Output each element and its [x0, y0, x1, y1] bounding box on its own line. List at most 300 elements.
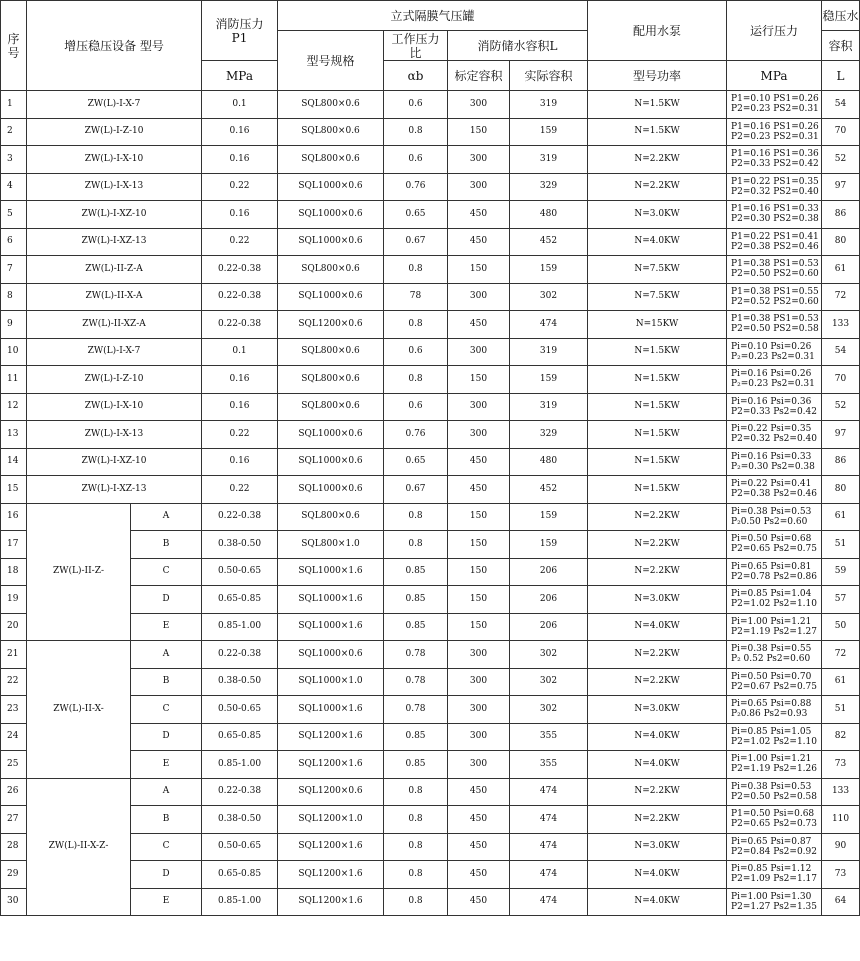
stab-volume-cell: 50	[822, 613, 860, 641]
fire-pressure-cell: 0.22-0.38	[202, 503, 278, 531]
actual-volume-cell: 159	[510, 503, 588, 531]
work-ratio-cell: 0.8	[384, 503, 448, 531]
table-row	[1, 146, 860, 174]
fire-pressure-cell: 0.16	[202, 118, 278, 146]
run-pressure-cell	[727, 503, 822, 531]
pump-power-cell: N=1.5KW	[588, 91, 727, 119]
work-ratio-unit: αb	[384, 61, 448, 91]
storage-header: 消防储水容积L	[448, 31, 588, 61]
row-number: 22	[1, 668, 27, 696]
fire-pressure-cell: 0.85-1.00	[202, 751, 278, 779]
run-pressure-cell	[727, 201, 822, 229]
actual-volume-cell: 355	[510, 723, 588, 751]
pump-power-cell: N=4.0KW	[588, 751, 727, 779]
work-ratio-header: 工作压力 比	[384, 31, 448, 61]
pump-power-cell: N=3.0KW	[588, 696, 727, 724]
actual-volume-cell: 159	[510, 118, 588, 146]
work-ratio-cell: 0.6	[384, 91, 448, 119]
row-number: 29	[1, 861, 27, 889]
run-pressure-line-2: P₂0.50 Ps2=0.60	[731, 516, 808, 527]
variant-letter-cell: B	[131, 806, 202, 834]
run-pressure-cell	[727, 146, 822, 174]
equipment-model-cell: ZW(L)-I-X-7	[27, 91, 202, 119]
pump-power-cell: N=2.2KW	[588, 531, 727, 559]
run-pressure-line-1: Pi=0.50 Psi=0.70	[731, 671, 812, 682]
rated-volume-cell: 300	[448, 723, 510, 751]
tank-model-cell: SQL800×0.6	[278, 118, 384, 146]
actual-volume-cell: 474	[510, 778, 588, 806]
tank-model-cell: SQL1000×0.6	[278, 228, 384, 256]
row-number: 30	[1, 888, 27, 916]
rated-volume-cell: 300	[448, 751, 510, 779]
work-ratio-cell: 0.78	[384, 668, 448, 696]
table-header	[1, 1, 860, 91]
work-ratio-cell: 0.8	[384, 778, 448, 806]
tank-model-cell: SQL1000×0.6	[278, 201, 384, 229]
tank-model-cell: SQL1000×1.6	[278, 558, 384, 586]
tank-model-cell: SQL800×0.6	[278, 91, 384, 119]
stab-volume-cell: 73	[822, 751, 860, 779]
run-pressure-line-2: P2=0.32 PS2=0.40	[731, 186, 819, 197]
table-row	[1, 421, 860, 449]
row-number: 28	[1, 833, 27, 861]
run-pressure-cell	[727, 861, 822, 889]
stab-volume-cell: 86	[822, 201, 860, 229]
stab-volume-cell: 72	[822, 283, 860, 311]
pump-power-cell: N=2.2KW	[588, 503, 727, 531]
run-pressure-cell	[727, 256, 822, 284]
run-pressure-line-1: Pi=0.38 Psi=0.55	[731, 644, 812, 655]
run-pressure-line-1: Pi=0.85 Psi=1.05	[731, 726, 812, 737]
pump-power-cell: N=7.5KW	[588, 283, 727, 311]
table-row	[1, 641, 860, 669]
actual-volume-cell: 329	[510, 421, 588, 449]
stab-volume-cell: 110	[822, 806, 860, 834]
equipment-model-cell: ZW(L)-II-X-A	[27, 283, 202, 311]
pump-power-cell: N=3.0KW	[588, 833, 727, 861]
run-pressure-cell	[727, 723, 822, 751]
row-number: 8	[1, 283, 27, 311]
fire-pressure-cell: 0.85-1.00	[202, 613, 278, 641]
row-number: 16	[1, 503, 27, 531]
tank-model-cell: SQL1000×1.6	[278, 586, 384, 614]
equipment-model-cell: ZW(L)-I-XZ-10	[27, 201, 202, 229]
fire-pressure-cell: 0.65-0.85	[202, 723, 278, 751]
run-pressure-cell	[727, 421, 822, 449]
run-pressure-line-1: Pi=0.65 Psi=0.87	[731, 836, 812, 847]
rated-volume-cell: 150	[448, 586, 510, 614]
run-pressure-cell	[727, 448, 822, 476]
fire-pressure-cell: 0.38-0.50	[202, 668, 278, 696]
equipment-model-cell: ZW(L)-I-Z-10	[27, 118, 202, 146]
fire-pressure-cell: 0.50-0.65	[202, 558, 278, 586]
row-number: 11	[1, 366, 27, 394]
actual-volume-cell: 355	[510, 751, 588, 779]
run-pressure-line-2: P2=0.23 PS2=0.31	[731, 104, 819, 115]
run-pressure-line-2: P2=0.50 PS2=0.60	[731, 269, 819, 280]
rated-volume-cell: 150	[448, 558, 510, 586]
fire-pressure-cell: 0.22	[202, 421, 278, 449]
rated-volume-cell: 450	[448, 476, 510, 504]
run-pressure-line-2: P2=0.30 PS2=0.38	[731, 214, 819, 225]
stab-volume-cell: 61	[822, 668, 860, 696]
run-pressure-line-1: Pi=0.85 Psi=1.12	[731, 864, 812, 875]
run-pressure-line-1: Pi=1.00 Psi=1.30	[731, 891, 812, 902]
run-pressure-line-2: P2=0.65 Ps2=0.73	[731, 819, 817, 830]
row-number: 2	[1, 118, 27, 146]
work-ratio-cell: 0.65	[384, 448, 448, 476]
run-pressure-line-1: P1=0.38 PS1=0.53	[731, 259, 819, 270]
run-pressure-line-1: Pi=0.10 Psi=0.26	[731, 341, 812, 352]
work-ratio-cell: 0.85	[384, 751, 448, 779]
run-pressure-line-1: P1=0.16 PS1=0.26	[731, 121, 819, 132]
run-pressure-line-1: P1=0.22 PS1=0.35	[731, 176, 819, 187]
tank-model-cell: SQL800×0.6	[278, 146, 384, 174]
work-ratio-cell: 0.85	[384, 586, 448, 614]
table-row	[1, 91, 860, 119]
pump-power-cell: N=1.5KW	[588, 118, 727, 146]
pump-power-cell: N=4.0KW	[588, 228, 727, 256]
rated-volume-cell: 450	[448, 806, 510, 834]
tank-model-header: 型号规格	[278, 31, 384, 91]
run-pressure-line-1: P1=0.38 PS1=0.53	[731, 314, 819, 325]
run-pressure-cell	[727, 888, 822, 916]
fire-pressure-unit: MPa	[202, 61, 278, 91]
row-number: 4	[1, 173, 27, 201]
pump-power-cell: N=3.0KW	[588, 201, 727, 229]
run-pressure-cell	[727, 283, 822, 311]
run-pressure-cell	[727, 393, 822, 421]
tank-model-cell: SQL1000×0.6	[278, 448, 384, 476]
actual-volume-cell: 319	[510, 393, 588, 421]
work-ratio-cell: 0.8	[384, 861, 448, 889]
run-pressure-line-2: P2=0.38 PS2=0.46	[731, 241, 819, 252]
run-pressure-cell	[727, 586, 822, 614]
work-ratio-cell: 0.65	[384, 201, 448, 229]
run-pressure-cell	[727, 531, 822, 559]
row-number: 19	[1, 586, 27, 614]
pump-sub-header: 型号功率	[588, 61, 727, 91]
row-number: 3	[1, 146, 27, 174]
work-ratio-cell: 0.78	[384, 641, 448, 669]
tank-model-cell: SQL800×0.6	[278, 338, 384, 366]
variant-letter-cell: A	[131, 641, 202, 669]
run-pressure-line-2: P2=0.50 PS2=0.58	[731, 324, 819, 335]
actual-volume-cell: 474	[510, 806, 588, 834]
pump-power-cell: N=1.5KW	[588, 476, 727, 504]
pump-power-cell: N=2.2KW	[588, 778, 727, 806]
pump-power-cell: N=1.5KW	[588, 338, 727, 366]
fire-pressure-cell: 0.22-0.38	[202, 283, 278, 311]
rated-volume-cell: 150	[448, 256, 510, 284]
pump-header: 配用水泵	[588, 1, 727, 61]
run-pressure-cell	[727, 173, 822, 201]
actual-volume-cell: 319	[510, 146, 588, 174]
actual-volume-cell: 302	[510, 283, 588, 311]
work-ratio-cell: 0.85	[384, 723, 448, 751]
rated-volume-cell: 450	[448, 778, 510, 806]
rated-volume-cell: 300	[448, 696, 510, 724]
run-pressure-line-2: P2=0.84 Ps2=0.92	[731, 846, 817, 857]
pump-power-cell: N=15KW	[588, 311, 727, 339]
rated-volume-cell: 300	[448, 668, 510, 696]
stab-volume-cell: 61	[822, 503, 860, 531]
equipment-model-cell: ZW(L)-I-XZ-10	[27, 448, 202, 476]
work-ratio-cell: 0.76	[384, 173, 448, 201]
pump-power-cell: N=4.0KW	[588, 888, 727, 916]
row-number: 18	[1, 558, 27, 586]
row-number: 20	[1, 613, 27, 641]
run-pressure-line-1: Pi=1.00 Psi=1.21	[731, 754, 812, 765]
table-row	[1, 256, 860, 284]
run-pressure-line-1: P1=0.10 PS1=0.26	[731, 94, 819, 105]
run-pressure-line-2: P2=0.33 Ps2=0.42	[731, 406, 817, 417]
run-pressure-cell	[727, 338, 822, 366]
tank-model-cell: SQL1000×1.6	[278, 696, 384, 724]
stab-volume-cell: 82	[822, 723, 860, 751]
stab-volume-cell: 54	[822, 338, 860, 366]
fire-pressure-cell: 0.22	[202, 173, 278, 201]
variant-letter-cell: B	[131, 668, 202, 696]
tank-model-cell: SQL1000×0.6	[278, 476, 384, 504]
row-number: 25	[1, 751, 27, 779]
run-pressure-line-1: Pi=0.38 Psi=0.53	[731, 781, 812, 792]
pump-power-cell: N=2.2KW	[588, 173, 727, 201]
variant-letter-cell: E	[131, 613, 202, 641]
storage-actual-header: 实际容积	[510, 61, 588, 91]
fire-pressure-cell: 0.16	[202, 146, 278, 174]
work-ratio-cell: 0.6	[384, 393, 448, 421]
actual-volume-cell: 159	[510, 366, 588, 394]
run-pressure-line-1: Pi=0.38 Psi=0.53	[731, 506, 812, 517]
rated-volume-cell: 300	[448, 91, 510, 119]
rated-volume-cell: 300	[448, 338, 510, 366]
fire-pressure-cell: 0.22-0.38	[202, 641, 278, 669]
pump-power-cell: N=2.2KW	[588, 558, 727, 586]
run-pressure-line-2: P2=1.02 Ps2=1.10	[731, 736, 817, 747]
actual-volume-cell: 302	[510, 641, 588, 669]
model-header: 增压稳压设备 型号	[27, 1, 202, 91]
pump-power-cell: N=1.5KW	[588, 421, 727, 449]
rated-volume-cell: 450	[448, 201, 510, 229]
pump-power-cell: N=4.0KW	[588, 613, 727, 641]
run-pressure-line-2: P₂=0.30 Ps2=0.38	[731, 461, 815, 472]
fire-pressure-cell: 0.22-0.38	[202, 256, 278, 284]
run-pressure-cell	[727, 641, 822, 669]
table-row	[1, 448, 860, 476]
pump-power-cell: N=7.5KW	[588, 256, 727, 284]
row-number: 12	[1, 393, 27, 421]
tank-model-cell: SQL1200×1.6	[278, 861, 384, 889]
actual-volume-cell: 474	[510, 311, 588, 339]
rated-volume-cell: 300	[448, 146, 510, 174]
tank-model-cell: SQL1000×1.6	[278, 613, 384, 641]
row-number: 14	[1, 448, 27, 476]
run-pressure-line-1: P1=0.22 PS1=0.41	[731, 231, 819, 242]
equipment-model-cell: ZW(L)-I-XZ-13	[27, 476, 202, 504]
stab-volume-cell: 133	[822, 778, 860, 806]
actual-volume-cell: 159	[510, 256, 588, 284]
variant-letter-cell: A	[131, 503, 202, 531]
stab-volume-cell: 80	[822, 228, 860, 256]
actual-volume-cell: 474	[510, 888, 588, 916]
run-pressure-cell	[727, 806, 822, 834]
rated-volume-cell: 450	[448, 833, 510, 861]
fire-pressure-cell: 0.50-0.65	[202, 696, 278, 724]
equipment-model-cell: ZW(L)-II-Z-A	[27, 256, 202, 284]
run-pressure-cell	[727, 366, 822, 394]
tank-model-cell: SQL800×0.6	[278, 393, 384, 421]
work-ratio-cell: 0.8	[384, 833, 448, 861]
run-pressure-cell	[727, 668, 822, 696]
equipment-model-cell: ZW(L)-I-X-10	[27, 393, 202, 421]
run-pressure-line-1: P1=0.38 PS1=0.55	[731, 286, 819, 297]
fire-pressure-cell: 0.65-0.85	[202, 861, 278, 889]
run-pressure-cell	[727, 558, 822, 586]
equipment-model-cell: ZW(L)-II-XZ-A	[27, 311, 202, 339]
stab-volume-cell: 64	[822, 888, 860, 916]
rated-volume-cell: 300	[448, 173, 510, 201]
variant-letter-cell: D	[131, 586, 202, 614]
run-pressure-line-1: Pi=1.00 Psi=1.21	[731, 616, 812, 627]
pump-power-cell: N=4.0KW	[588, 861, 727, 889]
stab-volume-cell: 70	[822, 118, 860, 146]
table-row	[1, 338, 860, 366]
fire-pressure-cell: 0.50-0.65	[202, 833, 278, 861]
table-row	[1, 311, 860, 339]
table-row	[1, 228, 860, 256]
rated-volume-cell: 300	[448, 393, 510, 421]
actual-volume-cell: 319	[510, 338, 588, 366]
stab-capacity-header: 容积	[822, 31, 860, 61]
run-pressure-line-2: P2=0.65 Ps2=0.75	[731, 544, 817, 555]
row-number: 1	[1, 91, 27, 119]
actual-volume-cell: 480	[510, 201, 588, 229]
stab-volume-cell: 72	[822, 641, 860, 669]
equipment-model-cell: ZW(L)-I-X-13	[27, 421, 202, 449]
work-ratio-cell: 0.6	[384, 146, 448, 174]
run-pressure-line-2: P2=0.33 PS2=0.42	[731, 159, 819, 170]
run-pressure-line-2: P₂ 0.52 Ps2=0.60	[731, 654, 811, 665]
equipment-model-cell: ZW(L)-I-X-7	[27, 338, 202, 366]
actual-volume-cell: 206	[510, 586, 588, 614]
pump-power-cell: N=2.2KW	[588, 806, 727, 834]
fire-pressure-cell: 0.22	[202, 228, 278, 256]
rated-volume-cell: 450	[448, 311, 510, 339]
stab-volume-cell: 52	[822, 146, 860, 174]
fire-pressure-cell: 0.22-0.38	[202, 778, 278, 806]
fire-pressure-cell: 0.85-1.00	[202, 888, 278, 916]
run-pressure-cell	[727, 778, 822, 806]
tank-model-cell: SQL1000×0.6	[278, 641, 384, 669]
tank-model-cell: SQL1000×1.0	[278, 668, 384, 696]
row-number: 24	[1, 723, 27, 751]
rated-volume-cell: 450	[448, 888, 510, 916]
run-pressure-line-2: P2=0.50 Ps2=0.58	[731, 791, 817, 802]
run-pressure-line-2: P2=0.78 Ps2=0.86	[731, 571, 817, 582]
stab-volume-cell: 54	[822, 91, 860, 119]
fire-pressure-cell: 0.38-0.50	[202, 531, 278, 559]
tank-model-cell: SQL800×1.0	[278, 531, 384, 559]
run-pressure-cell	[727, 91, 822, 119]
fire-pressure-cell: 0.16	[202, 366, 278, 394]
run-pressure-cell	[727, 613, 822, 641]
variant-letter-cell: C	[131, 833, 202, 861]
actual-volume-cell: 452	[510, 228, 588, 256]
run-pressure-line-2: P2=0.38 Ps2=0.46	[731, 489, 817, 500]
rated-volume-cell: 150	[448, 613, 510, 641]
equipment-model-cell: ZW(L)-I-XZ-13	[27, 228, 202, 256]
run-pressure-cell	[727, 833, 822, 861]
actual-volume-cell: 474	[510, 833, 588, 861]
stab-volume-cell: 97	[822, 421, 860, 449]
rated-volume-cell: 150	[448, 366, 510, 394]
run-pressure-line-2: P2=0.52 PS2=0.60	[731, 296, 819, 307]
rated-volume-cell: 450	[448, 448, 510, 476]
stab-volume-cell: 86	[822, 448, 860, 476]
stab-volume-cell: 51	[822, 531, 860, 559]
run-pressure-cell	[727, 696, 822, 724]
row-number: 13	[1, 421, 27, 449]
run-pressure-line-1: Pi=0.16 Psi=0.33	[731, 451, 812, 462]
tank-model-cell: SQL1200×1.6	[278, 751, 384, 779]
seq-header: 序 号	[1, 1, 27, 91]
actual-volume-cell: 480	[510, 448, 588, 476]
group-model-cell: ZW(L)-II-X-Z-	[27, 778, 131, 916]
stab-volume-cell: 57	[822, 586, 860, 614]
table-row	[1, 778, 860, 806]
fire-pressure-cell: 0.16	[202, 448, 278, 476]
table-row	[1, 393, 860, 421]
stab-water-header: 稳压水	[822, 1, 860, 31]
row-number: 27	[1, 806, 27, 834]
variant-letter-cell: E	[131, 751, 202, 779]
actual-volume-cell: 302	[510, 696, 588, 724]
work-ratio-cell: 0.8	[384, 366, 448, 394]
row-number: 9	[1, 311, 27, 339]
actual-volume-cell: 319	[510, 91, 588, 119]
table-row	[1, 201, 860, 229]
row-number: 21	[1, 641, 27, 669]
actual-volume-cell: 302	[510, 668, 588, 696]
tank-model-cell: SQL1000×0.6	[278, 421, 384, 449]
table-row	[1, 366, 860, 394]
table-row	[1, 118, 860, 146]
work-ratio-cell: 0.8	[384, 806, 448, 834]
tank-model-cell: SQL1200×0.6	[278, 311, 384, 339]
work-ratio-cell: 0.76	[384, 421, 448, 449]
variant-letter-cell: E	[131, 888, 202, 916]
rated-volume-cell: 300	[448, 641, 510, 669]
row-number: 26	[1, 778, 27, 806]
run-pressure-line-2: P2=1.27 Ps2=1.35	[731, 901, 817, 912]
run-pressure-line-1: Pi=0.50 Psi=0.68	[731, 534, 812, 545]
actual-volume-cell: 159	[510, 531, 588, 559]
variant-letter-cell: C	[131, 558, 202, 586]
pump-power-cell: N=2.2KW	[588, 146, 727, 174]
tank-model-cell: SQL1000×0.6	[278, 173, 384, 201]
work-ratio-cell: 0.6	[384, 338, 448, 366]
rated-volume-cell: 300	[448, 283, 510, 311]
tank-model-cell: SQL800×0.6	[278, 366, 384, 394]
table-row	[1, 503, 860, 531]
fire-pressure-cell: 0.16	[202, 201, 278, 229]
run-pressure-cell	[727, 118, 822, 146]
storage-rated-header: 标定容积	[448, 61, 510, 91]
actual-volume-cell: 206	[510, 613, 588, 641]
stab-volume-cell: 97	[822, 173, 860, 201]
fire-pressure-cell: 0.1	[202, 338, 278, 366]
